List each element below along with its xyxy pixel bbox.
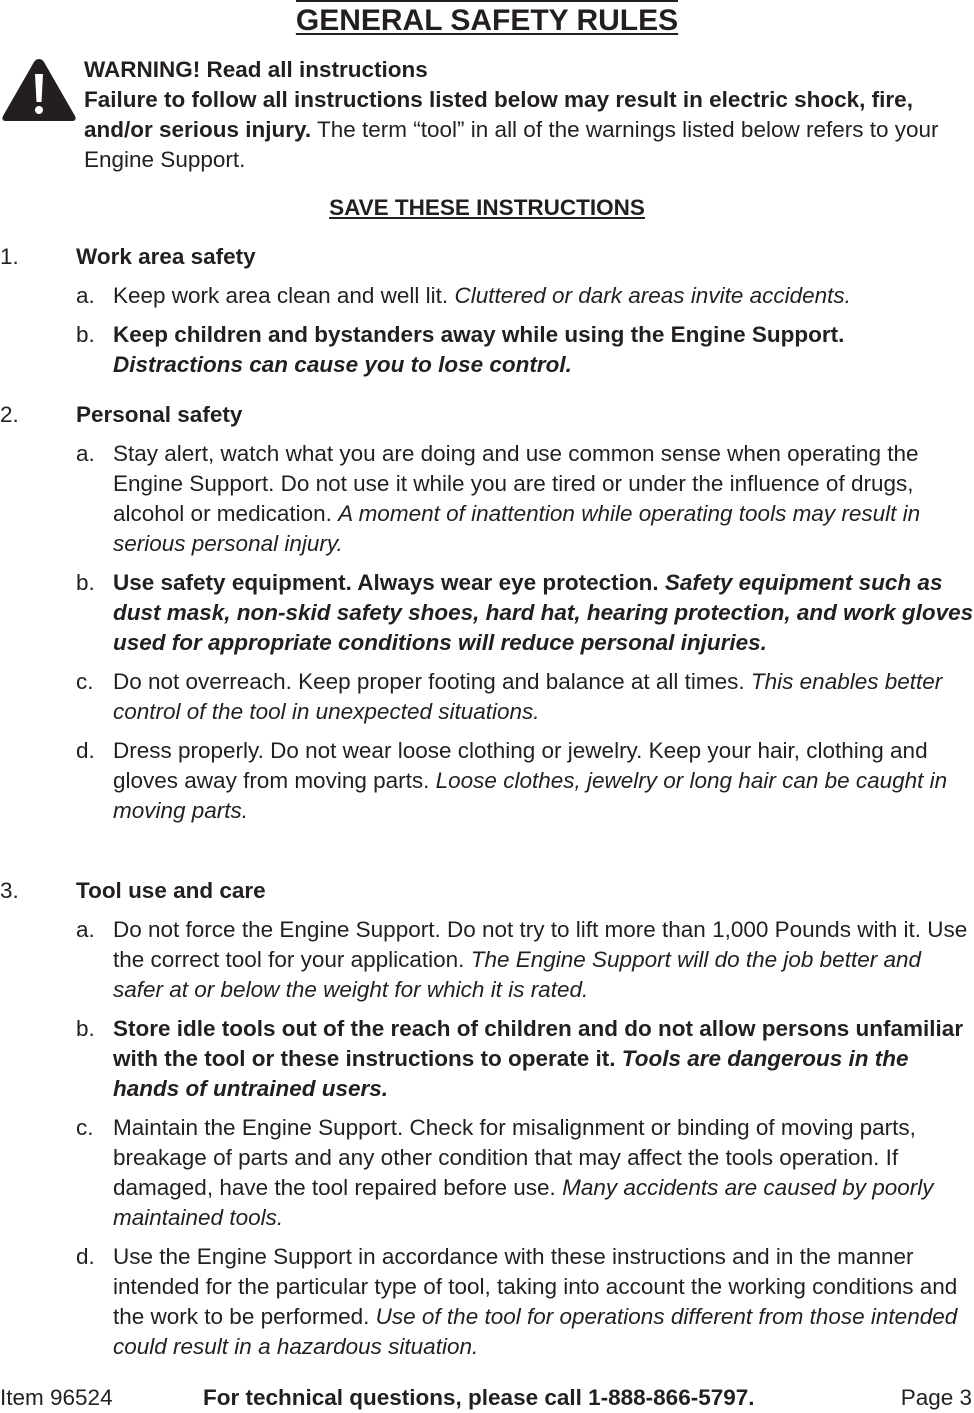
item-text: Keep work area clean and well lit. <box>113 283 449 308</box>
warning-text: The term “tool” in all of the warnings listed below refers to your Engine Support. <box>84 117 939 172</box>
item-text: Do not force the Engine Support. Do not try to lift more than 1,000 Pounds with it. Use the correct tool for your application. <box>113 917 968 972</box>
list-item <box>0 1113 974 1233</box>
section-number: 3. <box>0 878 19 903</box>
section-title: Personal safety <box>76 402 243 427</box>
item-text: Do not overreach. Keep proper footing and balance at all times. <box>113 669 745 694</box>
item-text: Dress properly. Do not wear loose clothing or jewelry. Keep your hair, clothing and gloves away from moving parts. <box>113 738 928 793</box>
item-italic-text: The Engine Support will do the job better and safer at or below the weight for which it is rated. <box>113 947 921 1002</box>
warning-body <box>84 85 970 175</box>
section-number: 1. <box>0 244 19 269</box>
save-instructions-heading: SAVE THESE INSTRUCTIONS <box>329 195 645 220</box>
list-item <box>0 1242 974 1362</box>
item-italic-text: Use of the tool for operations different from those intended could result in a hazardous situation. <box>113 1304 958 1359</box>
item-bold-text: Use safety equipment. Always wear eye protection. <box>113 570 659 595</box>
item-italic-text: Many accidents are caused by poorly maintained tools. <box>113 1175 934 1230</box>
item-bold-text: Store idle tools out of the reach of children and do not allow persons unfamiliar with the tool or these instructions to operate it. <box>113 1016 964 1071</box>
item-italic-text: This enables better control of the tool in unexpected situations. <box>113 669 943 724</box>
list-item <box>0 736 974 826</box>
footer-item-number: Item 96524 <box>0 1385 113 1410</box>
list-item <box>0 439 974 559</box>
item-text: Stay alert, watch what you are doing and use common sense when operating the Engine Support. Do not use it while you are tired or under the influence of drugs, alcohol or medication. <box>113 441 919 526</box>
item-letter: a. <box>76 917 95 942</box>
item-letter: d. <box>76 738 95 763</box>
list-item <box>0 667 974 727</box>
item-italic-text: Cluttered or dark areas invite accidents. <box>454 283 851 308</box>
item-bold-italic-text: Safety equipment such as dust mask, non-skid safety shoes, hard hat, hearing protection, and work gloves used for appropriate conditions will reduce personal injuries. <box>113 570 974 655</box>
list-item <box>0 281 974 311</box>
item-letter: b. <box>76 322 95 347</box>
item-letter: b. <box>76 1016 95 1041</box>
item-text: Maintain the Engine Support. Check for misalignment or binding of moving parts, breakage of parts and any other condition that may affect the tools operation. If damaged, have the tool repaired before use. <box>113 1115 916 1200</box>
page-title-wrap <box>0 0 974 38</box>
section-work-area-safety <box>0 242 974 380</box>
footer-page-number: Page 3 <box>900 1385 972 1410</box>
warning-bold-text: Failure to follow all instructions listed below may result in electric shock, fire, and/or serious injury. <box>84 87 913 142</box>
item-italic-text: Loose clothes, jewelry or long hair can be caught in moving parts. <box>113 768 948 823</box>
section-number: 2. <box>0 402 19 427</box>
item-italic-text: A moment of inattention while operating tools may result in serious personal injury. <box>113 501 921 556</box>
item-letter: c. <box>76 1115 94 1140</box>
page-footer <box>0 1383 974 1413</box>
item-letter: a. <box>76 283 95 308</box>
section-title: Tool use and care <box>76 878 266 903</box>
section-title: Work area safety <box>76 244 256 269</box>
section-tool-use-and-care <box>0 876 974 1362</box>
item-letter: a. <box>76 441 95 466</box>
item-letter: c. <box>76 669 94 694</box>
section-personal-safety <box>0 400 974 826</box>
warning-heading: WARNING! Read all instructions <box>84 57 428 82</box>
list-item <box>0 320 974 380</box>
footer-tech-support: For technical questions, please call 1-888-866-5797. <box>203 1385 755 1410</box>
item-letter: b. <box>76 570 95 595</box>
warning-block <box>84 55 970 175</box>
item-bold-italic-text: Tools are dangerous in the hands of untrained users. <box>113 1046 909 1101</box>
list-item <box>0 568 974 658</box>
list-item <box>0 1014 974 1104</box>
item-text: Use the Engine Support in accordance with these instructions and in the manner intended for the particular type of tool, taking into account the working conditions and the work to be performed. <box>113 1244 958 1329</box>
warning-triangle-icon <box>0 56 78 124</box>
list-item <box>0 915 974 1005</box>
item-letter: d. <box>76 1244 95 1269</box>
item-bold-text: Keep children and bystanders away while using the Engine Support. <box>113 322 845 347</box>
item-bold-italic-text: Distractions can cause you to lose control. <box>113 352 572 377</box>
page-title: GENERAL SAFETY RULES <box>296 0 678 38</box>
